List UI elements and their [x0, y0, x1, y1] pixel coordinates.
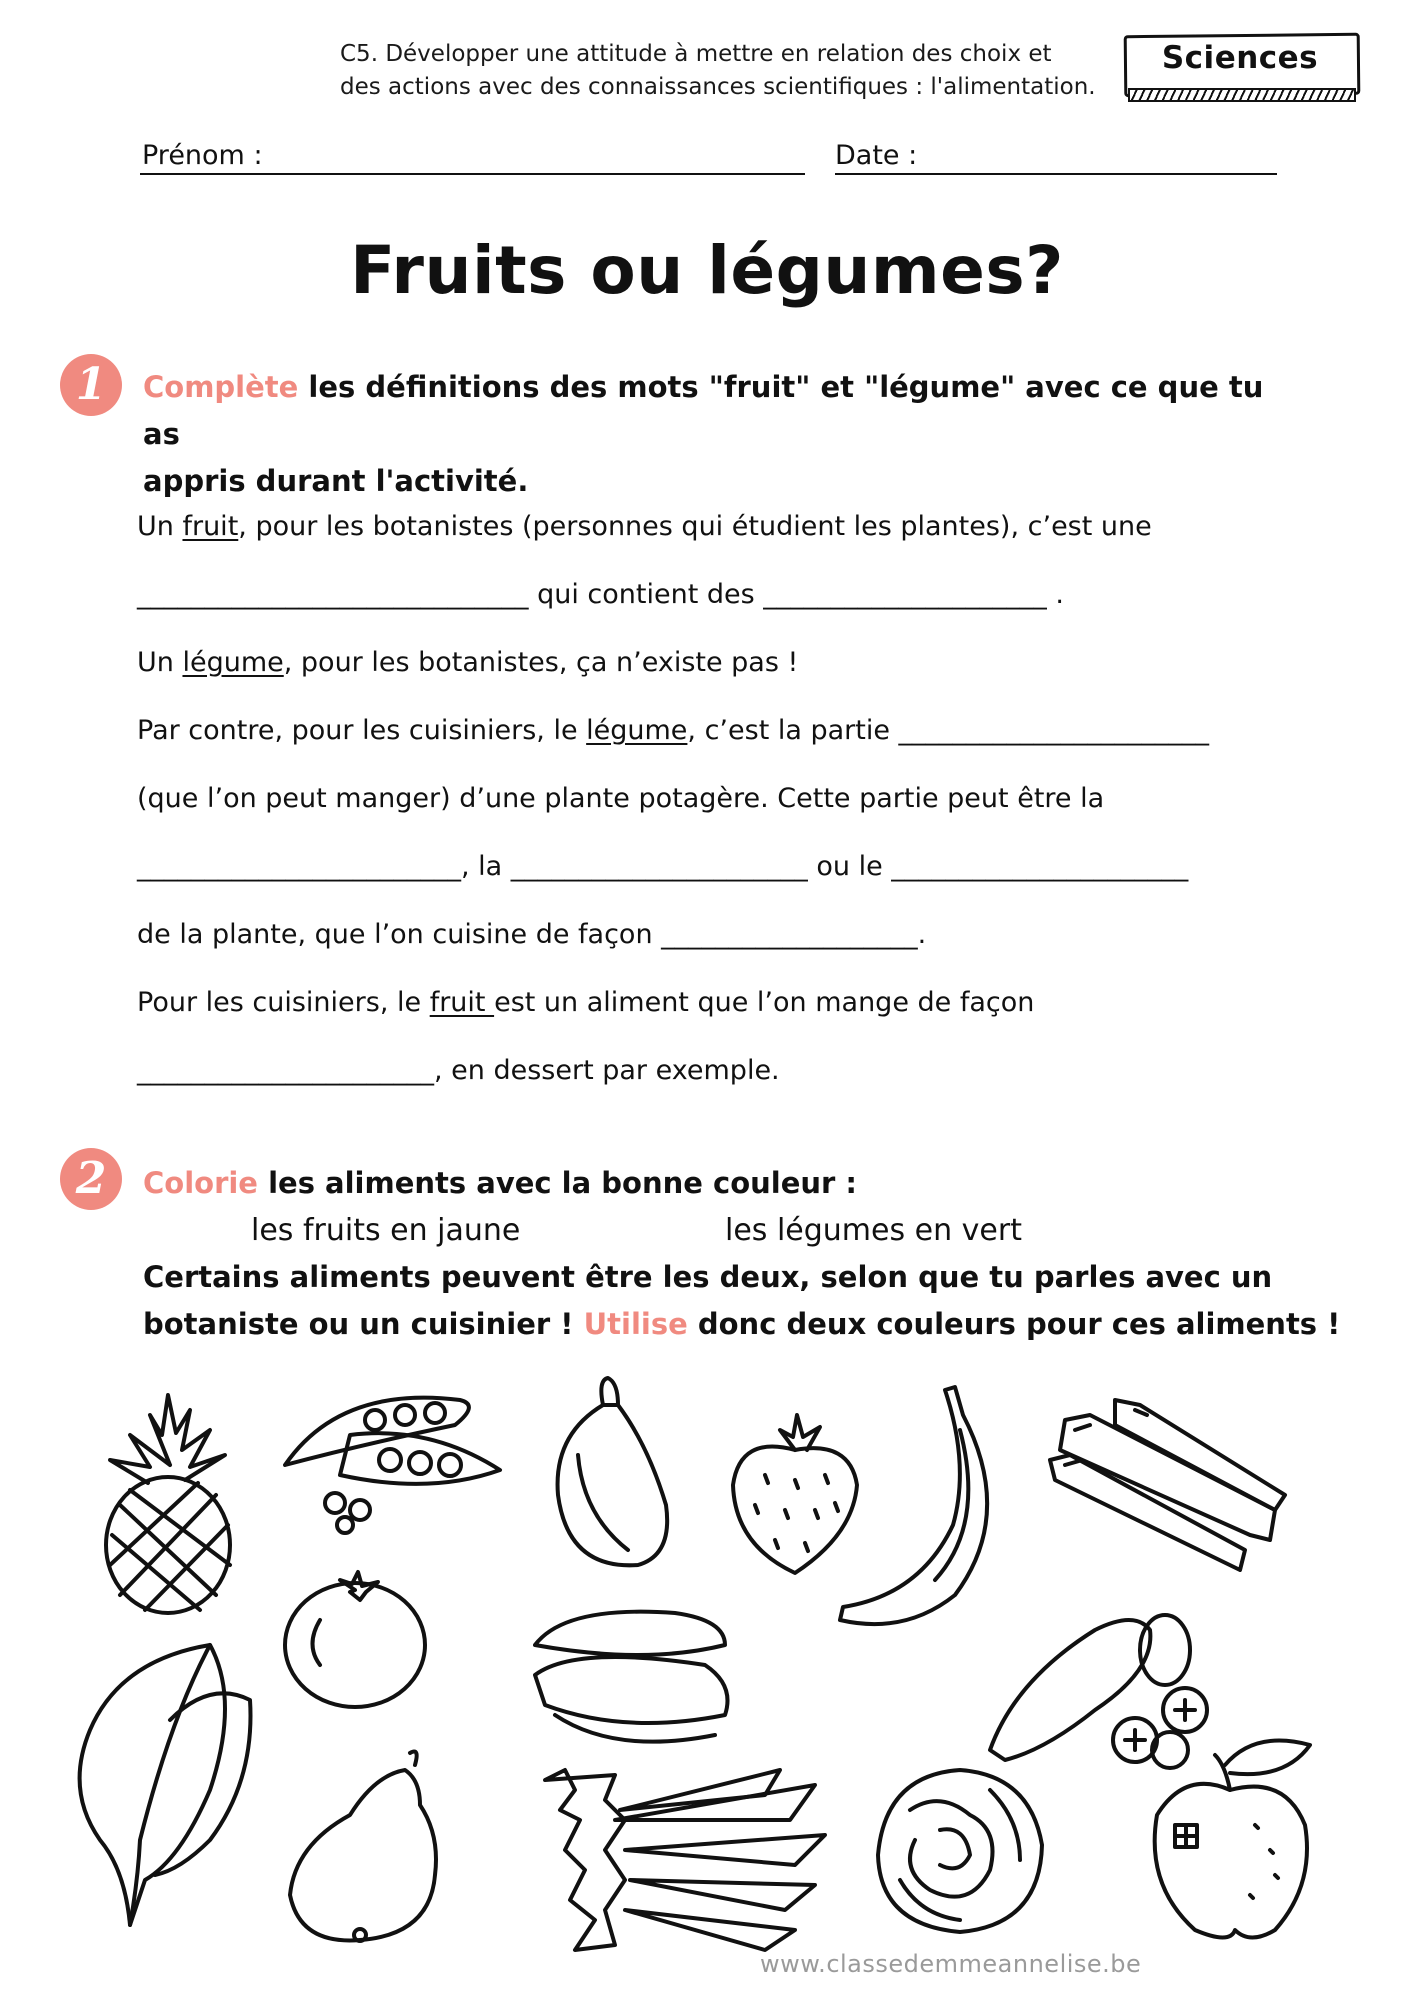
definition-line-8: Pour les cuisiniers, le fruit est un aliment que l’on mange de façon	[137, 987, 1035, 1018]
definition-line-5: (que l’on peut manger) d’une plante potagère. Cette partie peut être la	[137, 783, 1105, 814]
chard-icon[interactable]	[525, 1605, 740, 1755]
subject-badge	[1120, 30, 1360, 100]
competence-line-2: des actions avec des connaissances scientifiques : l'alimentation.	[340, 74, 1096, 100]
prenom-label: Prénom :	[142, 140, 263, 171]
date-label: Date :	[835, 140, 918, 171]
zucchini-icon[interactable]	[548, 1375, 678, 1575]
definition-line-4[interactable]: Par contre, pour les cuisiniers, le légume, c’est la partie _______________________	[137, 715, 1210, 746]
subject-badge-label: Sciences	[1161, 40, 1319, 76]
carrots-icon[interactable]	[535, 1760, 825, 1960]
competence-line-1: C5. Développer une attitude à mettre en relation des choix et	[340, 41, 1052, 67]
definition-line-9[interactable]: ______________________, en dessert par exemple.	[137, 1055, 780, 1086]
banana-icon[interactable]	[835, 1385, 1025, 1635]
exercise-2-instruction: Colorie les aliments avec la bonne couleur : les fruits en jaune les légumes en vert Certains aliments peuvent être les deux, selon que tu parles avec un botaniste ou un cuisinier ! Utilise donc deux couleurs pour ces aliments !	[143, 1160, 1343, 1348]
definition-line-3: Un légume, pour les botanistes, ça n’existe pas !	[137, 647, 799, 678]
prenom-line[interactable]	[140, 173, 805, 175]
date-field	[835, 140, 917, 171]
cabbage-icon[interactable]	[870, 1760, 1050, 1940]
pear-icon[interactable]	[280, 1745, 450, 1945]
apple-icon[interactable]	[1145, 1735, 1315, 1945]
exercise-2-note-line-2: botaniste ou un cuisinier ! Utilise donc deux couleurs pour ces aliments !	[143, 1307, 1341, 1341]
vegetables-color-instruction: les légumes en vert	[725, 1213, 1022, 1248]
prenom-field	[142, 140, 263, 171]
definition-line-2[interactable]: _____________________________ qui contient des _____________________ .	[137, 579, 1064, 610]
exercise-1-instruction: Complète les définitions des mots "fruit" et "légume" avec ce que tu as appris durant l'activité.	[143, 370, 1264, 498]
page-title: Fruits ou légumes?	[350, 232, 1064, 309]
peas-icon[interactable]	[280, 1385, 510, 1535]
competence-text	[340, 38, 1100, 104]
date-line[interactable]	[835, 173, 1277, 175]
exercise-1-verb: Complète	[143, 370, 299, 404]
tomato-icon[interactable]	[280, 1570, 430, 1710]
exercise-2-number: 2	[60, 1148, 122, 1210]
spinach-icon[interactable]	[60, 1640, 260, 1930]
definition-line-6[interactable]: ________________________, la ______________________ ou le ______________________	[137, 851, 1189, 882]
footer-website[interactable]: www.classedemmeannelise.be	[760, 1950, 1142, 1978]
asparagus-icon[interactable]	[1045, 1400, 1290, 1570]
exercise-1-number: 1	[60, 354, 122, 416]
exercise-2-verb: Colorie	[143, 1166, 258, 1200]
pineapple-icon[interactable]	[90, 1395, 250, 1615]
exercise-2-note-line-1: Certains aliments peuvent être les deux, selon que tu parles avec un	[143, 1260, 1273, 1294]
definition-line-1: Un fruit, pour les botanistes (personnes qui étudient les plantes), c’est une	[137, 511, 1152, 542]
fruits-color-instruction: les fruits en jaune	[251, 1213, 521, 1248]
definition-line-7[interactable]: de la plante, que l’on cuisine de façon ___________________.	[137, 919, 927, 950]
